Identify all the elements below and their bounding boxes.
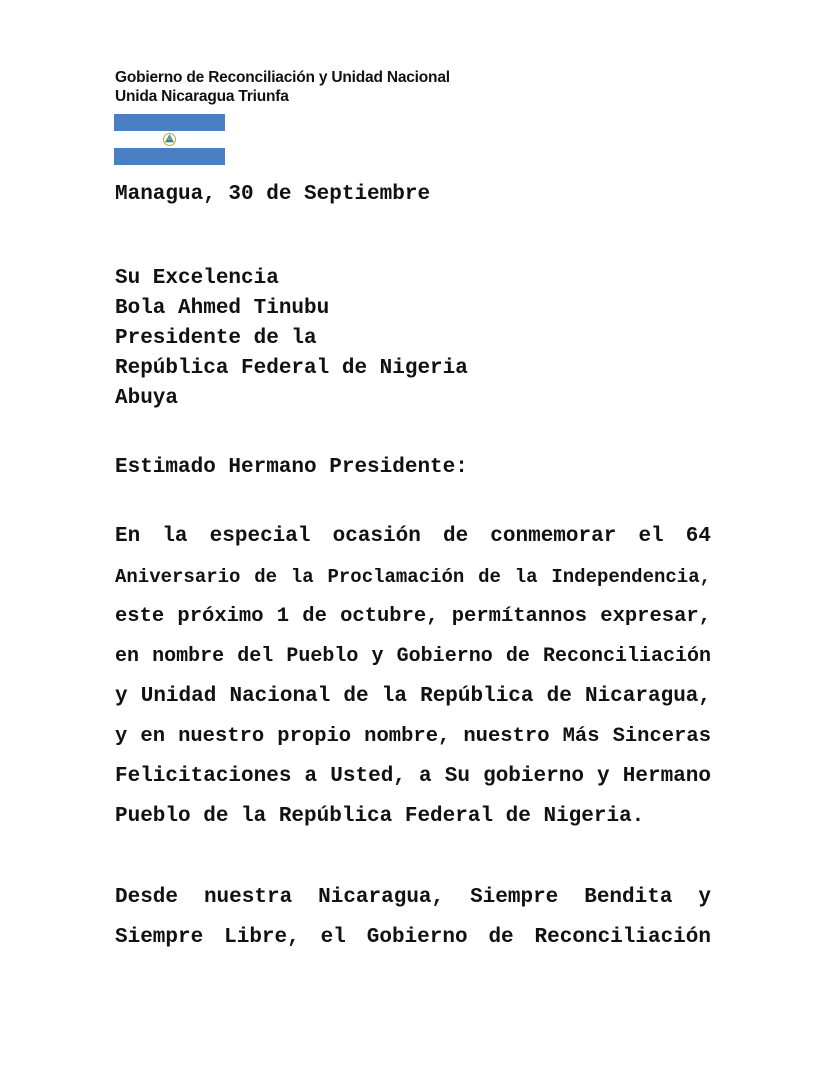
paragraph-line: en nombre del Pueblo y Gobierno de Reconciliación bbox=[115, 645, 711, 668]
paragraph-line: En la especial ocasión de conmemorar el 64 bbox=[115, 525, 711, 548]
addressee-block bbox=[115, 264, 468, 414]
paragraph-line: Desde nuestra Nicaragua, Siempre Bendita y bbox=[115, 886, 711, 909]
paragraph-line: Aniversario de la Proclamación de la Independencia, bbox=[115, 566, 711, 588]
paragraph-line: y en nuestro propio nombre, nuestro Más Sinceras bbox=[115, 725, 711, 748]
addressee-line: Presidente de la bbox=[115, 327, 317, 350]
paragraph-line: este próximo 1 de octubre, permítannos expresar, bbox=[115, 605, 711, 628]
paragraph-line: Pueblo de la República Federal de Nigeria. bbox=[115, 805, 645, 828]
addressee-line: Abuya bbox=[115, 387, 179, 410]
addressee-line: Su Excelencia bbox=[115, 267, 279, 290]
body-paragraph-1 bbox=[115, 517, 711, 837]
addressee-line: Bola Ahmed Tinubu bbox=[115, 297, 330, 320]
government-name: Gobierno de Reconciliación y Unidad Nacional bbox=[115, 69, 450, 86]
government-header bbox=[115, 68, 450, 106]
paragraph-line: Felicitaciones a Usted, a Su gobierno y Hermano bbox=[115, 765, 711, 788]
paragraph-line: Siempre Libre, el Gobierno de Reconciliación bbox=[115, 926, 711, 949]
letter-date: Managua, 30 de Septiembre bbox=[115, 183, 431, 206]
body-paragraph-2 bbox=[115, 878, 711, 958]
paragraph-line: y Unidad Nacional de la República de Nicaragua, bbox=[115, 685, 711, 708]
coat-of-arms-icon bbox=[162, 131, 177, 148]
nicaragua-flag-icon bbox=[114, 114, 225, 165]
salutation: Estimado Hermano Presidente: bbox=[115, 456, 468, 479]
government-slogan: Unida Nicaragua Triunfa bbox=[115, 88, 289, 105]
addressee-line: República Federal de Nigeria bbox=[115, 357, 468, 380]
